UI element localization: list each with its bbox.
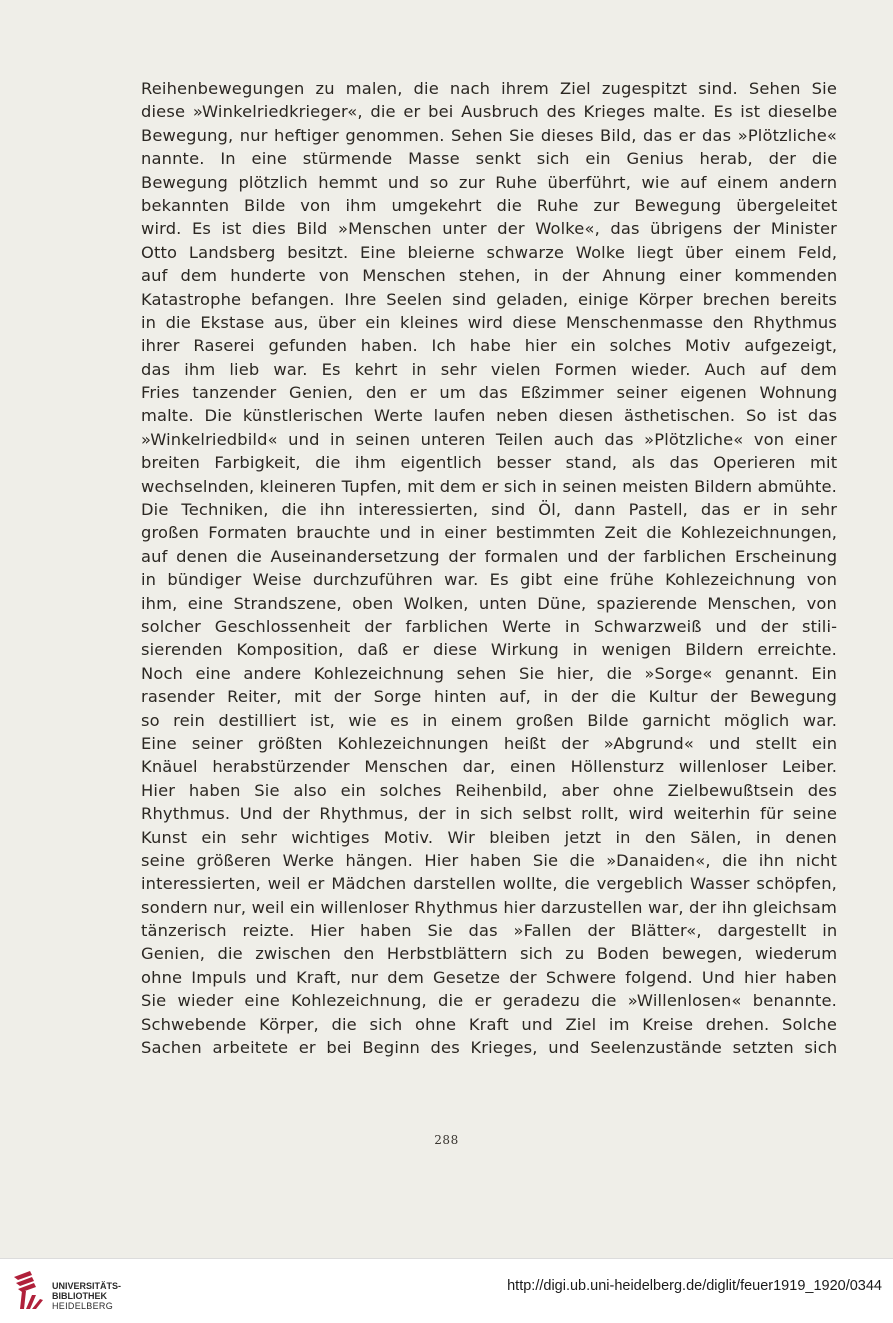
text-line: Otto Landsberg besitzt. Eine bleierne schwarze Wolke liegt über einem Feld,: [141, 242, 837, 262]
text-line: tänzerisch reizte. Hier haben Sie das »Fallen der Blätter«, dargestellt in: [141, 921, 837, 941]
text-line: ihrer Raserei gefunden haben. Ich habe hier ein solches Motiv aufgezeigt,: [141, 336, 837, 356]
text-line: Bewegung, nur heftiger genommen. Sehen Sie dieses Bild, das er das »Plötzliche«: [141, 125, 837, 145]
text-line: wird. Es ist dies Bild »Menschen unter der Wolke«, das übrigens der Minister: [141, 219, 837, 239]
library-name-line1: UNIVERSITÄTS-: [52, 1281, 122, 1291]
text-line: breiten Farbigkeit, die ihm eigentlich besser stand, als das Operieren mit: [141, 453, 837, 473]
text-line: Fries tanzender Genien, den er um das Eßzimmer seiner eigenen Wohnung: [141, 383, 837, 403]
text-line: Katastrophe befangen. Ihre Seelen sind geladen, einige Körper brechen bereits: [141, 289, 837, 309]
text-line: diese »Winkelriedkrieger«, die er bei Ausbruch des Krieges malte. Es ist dieselbe: [141, 102, 837, 122]
text-line: ihm, eine Strandszene, oben Wolken, unten Düne, spazierende Menschen, von: [141, 593, 837, 613]
text-line: auf dem hunderte von Menschen stehen, in der Ahnung einer kommenden: [141, 266, 837, 286]
text-line: Sachen arbeitete er bei Beginn des Krieges, und Seelenzustände setzten sich: [141, 1038, 837, 1058]
text-line: Rhythmus. Und der Rhythmus, der in sich selbst rollt, wird weiterhin für seine: [141, 804, 837, 824]
text-line: »Winkelriedbild« und in seinen unteren Teilen auch das »Plötzliche« von einer: [141, 429, 837, 449]
library-name: [52, 1281, 121, 1311]
text-line: Schwebende Körper, die sich ohne Kraft und Ziel im Kreise drehen. Solche: [141, 1014, 837, 1034]
text-line: nannte. In eine stürmende Masse senkt sich ein Genius herab, der die: [141, 149, 837, 169]
text-line: Hier haben Sie also ein solches Reihenbild, aber ohne Zielbewußtsein des: [141, 780, 837, 800]
library-name-line2: BIBLIOTHEK: [52, 1291, 107, 1301]
text-line: das ihm lieb war. Es kehrt in sehr vielen Formen wieder. Auch auf dem: [141, 359, 837, 379]
text-line: Die Techniken, die ihn interessierten, sind Öl, dann Pastell, das er in sehr: [141, 500, 837, 520]
text-line: Reihenbewegungen zu malen, die nach ihrem Ziel zugespitzt sind. Sehen Sie: [141, 79, 837, 98]
text-line: sierenden Komposition, daß er diese Wirkung in wenigen Bildern erreichte.: [141, 640, 837, 660]
text-line: Sie wieder eine Kohlezeichnung, die er geradezu die »Willenlosen« benannte.: [141, 991, 837, 1011]
text-line: Kunst ein sehr wichtiges Motiv. Wir bleiben jetzt in den Sälen, in denen: [141, 827, 837, 847]
footer-bar: [0, 1258, 893, 1323]
text-line: Genien, die zwischen den Herbstblättern sich zu Boden bewegen, wiederum: [141, 944, 837, 964]
text-line: in bündiger Weise durchzuführen war. Es gibt eine frühe Kohlezeichnung von: [141, 570, 837, 590]
text-line: ohne Impuls und Kraft, nur dem Gesetze der Schwere folgend. Und hier haben: [141, 967, 837, 987]
text-line: interessierten, weil er Mädchen darstellen wollte, die vergeblich Wasser schöpfen,: [141, 874, 837, 894]
text-line: rasender Reiter, mit der Sorge hinten auf, in der die Kultur der Bewegung: [141, 687, 837, 707]
text-line: großen Formaten brauchte und in einer bestimmten Zeit die Kohlezeichnungen,: [141, 523, 837, 543]
text-line: seine größeren Werke hängen. Hier haben Sie die »Danaiden«, die ihn nicht: [141, 850, 837, 870]
text-line: wechselnden, kleineren Tupfen, mit dem er sich in seinen meisten Bildern abmühte.: [141, 476, 837, 496]
text-line: bekannten Bilde von ihm umgekehrt die Ruhe zur Bewegung übergeleitet: [141, 195, 837, 215]
library-logo-icon: [10, 1269, 46, 1313]
text-line: solcher Geschlossenheit der farblichen Werte in Schwarzweiß und der stili-: [141, 616, 837, 636]
library-logo[interactable]: [10, 1269, 120, 1313]
body-text: [141, 77, 837, 1059]
text-line: Noch eine andere Kohlezeichnung sehen Sie hier, die »Sorge« genannt. Ein: [141, 663, 837, 683]
source-url-link[interactable]: http://digi.ub.uni-heidelberg.de/diglit/feuer1919_1920/0344: [507, 1278, 882, 1294]
text-line: auf denen die Auseinandersetzung der formalen und der farblichen Erscheinung: [141, 546, 837, 566]
text-line: malte. Die künstlerischen Werte laufen neben diesen ästhetischen. So ist das: [141, 406, 837, 426]
text-line: Bewegung plötzlich hemmt und so zur Ruhe überführt, wie auf einem andern: [141, 172, 837, 192]
text-line: so rein destilliert ist, wie es in einem großen Bilde garnicht möglich war.: [141, 710, 837, 730]
text-line: in die Ekstase aus, über ein kleines wird diese Menschenmasse den Rhythmus: [141, 312, 837, 332]
text-line: Eine seiner größten Kohlezeichnungen heißt der »Abgrund« und stellt ein: [141, 733, 837, 753]
page-number: 288: [434, 1133, 459, 1147]
text-line: Knäuel herabstürzender Menschen dar, einen Höllensturz willenloser Leiber.: [141, 757, 837, 777]
library-name-line3: HEIDELBERG: [52, 1301, 114, 1311]
text-line: sondern nur, weil ein willenloser Rhythmus hier darzustellen war, der ihn gleichsam: [141, 897, 837, 917]
